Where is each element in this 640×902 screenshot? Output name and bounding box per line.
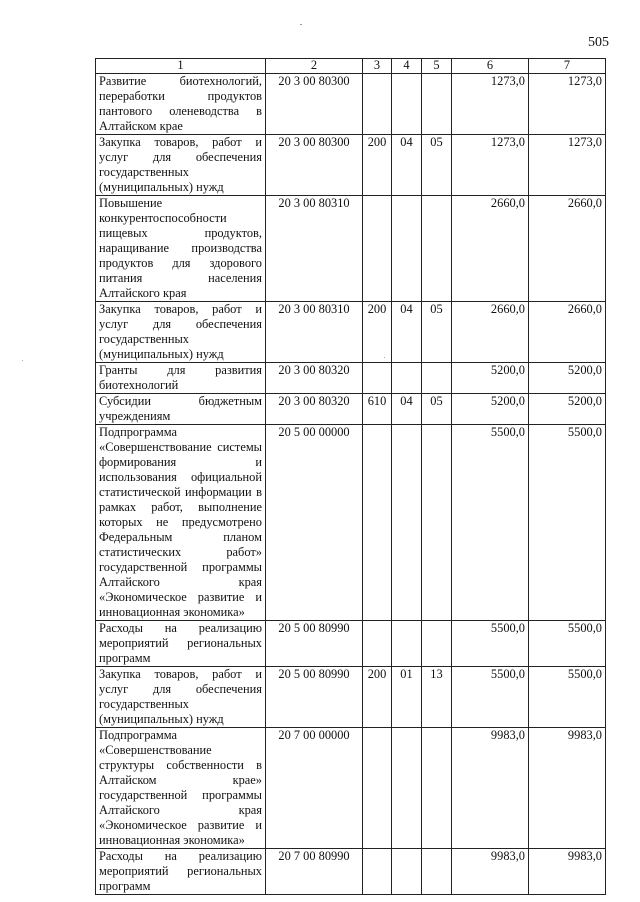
column-header: 2 xyxy=(266,59,363,74)
row-expense-type-cell xyxy=(363,728,392,849)
row-subsection-cell: 13 xyxy=(422,667,452,728)
row-amount-cell: 5200,0 xyxy=(452,394,529,425)
row-amount-cell: 5500,0 xyxy=(452,621,529,667)
row-name-cell: Повышение конкурентоспособности пищевых продуктов, наращивание производства продуктов для здорового питания населения Алтайского края xyxy=(96,196,266,302)
row-subsection-cell: 05 xyxy=(422,394,452,425)
table-row xyxy=(96,728,606,849)
table-row xyxy=(96,394,606,425)
row-amount-cell: 1273,0 xyxy=(529,135,606,196)
row-name-cell: Расходы на реализацию мероприятий региональных программ xyxy=(96,621,266,667)
row-section-cell: 04 xyxy=(392,302,422,363)
row-code-cell: 20 3 00 80320 xyxy=(266,363,363,394)
scan-speck xyxy=(22,360,23,361)
row-expense-type-cell xyxy=(363,425,392,621)
row-expense-type-cell xyxy=(363,621,392,667)
row-subsection-cell xyxy=(422,425,452,621)
row-section-cell xyxy=(392,74,422,135)
column-header: 1 xyxy=(96,59,266,74)
row-code-cell: 20 7 00 00000 xyxy=(266,728,363,849)
row-section-cell: 04 xyxy=(392,394,422,425)
row-subsection-cell xyxy=(422,849,452,895)
table-row xyxy=(96,196,606,302)
row-amount-cell: 5200,0 xyxy=(529,394,606,425)
row-section-cell xyxy=(392,621,422,667)
row-amount-cell: 5200,0 xyxy=(529,363,606,394)
row-amount-cell: 2660,0 xyxy=(529,196,606,302)
row-code-cell: 20 3 00 80300 xyxy=(266,74,363,135)
row-amount-cell: 5500,0 xyxy=(529,425,606,621)
row-amount-cell: 1273,0 xyxy=(452,74,529,135)
row-expense-type-cell xyxy=(363,849,392,895)
row-amount-cell: 5500,0 xyxy=(452,667,529,728)
row-section-cell xyxy=(392,363,422,394)
row-subsection-cell xyxy=(422,728,452,849)
table-row xyxy=(96,849,606,895)
row-name-cell: Закупка товаров, работ и услуг для обеспечения государственных (муниципальных) нужд xyxy=(96,135,266,196)
row-subsection-cell xyxy=(422,196,452,302)
row-code-cell: 20 3 00 80300 xyxy=(266,135,363,196)
row-expense-type-cell: 200 xyxy=(363,667,392,728)
row-code-cell: 20 5 00 00000 xyxy=(266,425,363,621)
table-row xyxy=(96,302,606,363)
row-subsection-cell xyxy=(422,363,452,394)
row-amount-cell: 2660,0 xyxy=(452,196,529,302)
table-row xyxy=(96,621,606,667)
row-subsection-cell xyxy=(422,621,452,667)
row-code-cell: 20 7 00 80990 xyxy=(266,849,363,895)
column-header: 3 xyxy=(363,59,392,74)
row-subsection-cell: 05 xyxy=(422,135,452,196)
column-header: 7 xyxy=(529,59,606,74)
row-code-cell: 20 5 00 80990 xyxy=(266,667,363,728)
row-expense-type-cell: 610 xyxy=(363,394,392,425)
row-name-cell: Закупка товаров, работ и услуг для обеспечения государственных (муниципальных) нужд xyxy=(96,302,266,363)
table-row xyxy=(96,363,606,394)
row-code-cell: 20 3 00 80320 xyxy=(266,394,363,425)
row-code-cell: 20 3 00 80310 xyxy=(266,196,363,302)
row-amount-cell: 2660,0 xyxy=(452,302,529,363)
table-row xyxy=(96,135,606,196)
row-subsection-cell xyxy=(422,74,452,135)
row-expense-type-cell: 200 xyxy=(363,302,392,363)
row-expense-type-cell xyxy=(363,196,392,302)
header-row xyxy=(96,59,606,74)
row-amount-cell: 5500,0 xyxy=(529,667,606,728)
row-expense-type-cell: 200 xyxy=(363,135,392,196)
table-row xyxy=(96,74,606,135)
row-amount-cell: 5200,0 xyxy=(452,363,529,394)
row-amount-cell: 9983,0 xyxy=(529,849,606,895)
column-header: 6 xyxy=(452,59,529,74)
row-name-cell: Развитие биотехнологий, переработки продуктов пантового оленеводства в Алтайском крае xyxy=(96,74,266,135)
row-name-cell: Закупка товаров, работ и услуг для обеспечения государственных (муниципальных) нужд xyxy=(96,667,266,728)
row-name-cell: Субсидии бюджетным учреждениям xyxy=(96,394,266,425)
row-name-cell: Гранты для развития биотехнологий xyxy=(96,363,266,394)
row-section-cell xyxy=(392,196,422,302)
scan-speck xyxy=(300,24,302,25)
row-expense-type-cell xyxy=(363,74,392,135)
row-amount-cell: 5500,0 xyxy=(452,425,529,621)
row-amount-cell: 9983,0 xyxy=(452,728,529,849)
table-row xyxy=(96,667,606,728)
row-amount-cell: 9983,0 xyxy=(452,849,529,895)
row-section-cell: 04 xyxy=(392,135,422,196)
page-number: 505 xyxy=(588,35,609,50)
budget-table xyxy=(95,58,606,895)
row-expense-type-cell xyxy=(363,363,392,394)
column-header: 5 xyxy=(422,59,452,74)
row-name-cell: Подпрограмма «Совершенствование структуры собственности в Алтайском крае» государственной программы Алтайского края «Экономическое развитие и инновационная экономика» xyxy=(96,728,266,849)
column-header: 4 xyxy=(392,59,422,74)
row-amount-cell: 1273,0 xyxy=(529,74,606,135)
row-subsection-cell: 05 xyxy=(422,302,452,363)
row-amount-cell: 5500,0 xyxy=(529,621,606,667)
row-name-cell: Подпрограмма «Совершенствование системы формирования и использования официальной статистической информации в рамках работ, выполнение которых не предусмотрено Федеральным планом статистических работ» государственной программы Алтайского края «Экономическое развитие и инновационная экономика» xyxy=(96,425,266,621)
row-section-cell xyxy=(392,849,422,895)
row-amount-cell: 2660,0 xyxy=(529,302,606,363)
row-section-cell xyxy=(392,728,422,849)
row-section-cell: 01 xyxy=(392,667,422,728)
row-code-cell: 20 5 00 80990 xyxy=(266,621,363,667)
row-amount-cell: 9983,0 xyxy=(529,728,606,849)
row-name-cell: Расходы на реализацию мероприятий региональных программ xyxy=(96,849,266,895)
row-amount-cell: 1273,0 xyxy=(452,135,529,196)
table-row xyxy=(96,425,606,621)
row-section-cell xyxy=(392,425,422,621)
row-code-cell: 20 3 00 80310 xyxy=(266,302,363,363)
